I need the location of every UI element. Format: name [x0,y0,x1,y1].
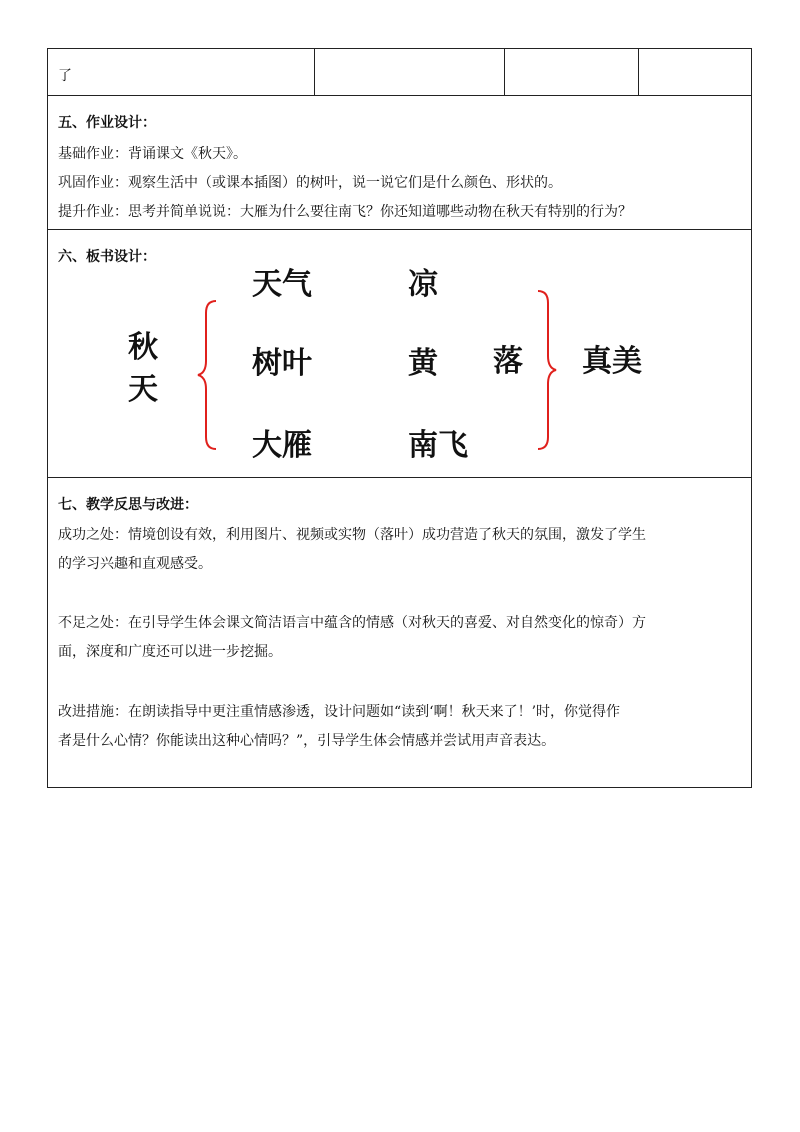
board-row-extra: 落 [493,344,523,379]
board-row-right: 黄 [408,346,438,381]
row-divider [48,229,751,230]
reflection-heading: 七、教学反思与改进： [58,497,198,513]
row-divider [48,95,751,96]
board-heading: 六、板书设计： [58,249,156,265]
homework-line: 基础作业：背诵课文《秋天》。 [58,146,247,162]
right-brace [536,289,560,451]
left-brace [196,299,220,451]
board-row-left: 大雁 [252,428,312,463]
homework-line: 提升作业：思考并简单说说：大雁为什么要往南飞？你还知道哪些动物在秋天有特别的行为？ [58,204,632,220]
homework-heading: 五、作业设计： [58,115,156,131]
cell-divider [504,49,505,95]
reflection-success-line: 的学习兴趣和直观感受。 [58,556,212,572]
row-divider [48,477,751,478]
top-row-text: 了 [58,68,72,84]
reflection-shortcoming-line: 不足之处：在引导学生体会课文简洁语言中蕴含的情感（对秋天的喜爱、对自然变化的惊奇）方 [58,615,646,631]
board-conclusion: 真美 [582,344,642,379]
board-row-left: 树叶 [252,346,312,381]
document-table [47,48,752,788]
board-row-right: 凉 [408,267,438,302]
board-row-left: 天气 [252,267,312,302]
cell-divider [314,49,315,95]
board-row-right: 南飞 [408,428,468,463]
reflection-shortcoming-line: 面，深度和广度还可以进一步挖掘。 [58,644,282,660]
reflection-improvement-line: 改进措施：在朗读指导中更注重情感渗透，设计问题如“读到‘啊！秋天来了！’时，你觉得作 [58,704,621,720]
board-title-char: 天 [128,372,158,407]
board-title-char: 秋 [128,330,158,365]
homework-line: 巩固作业：观察生活中（或课本插图）的树叶，说一说它们是什么颜色、形状的。 [58,175,562,191]
cell-divider [638,49,639,95]
reflection-success-line: 成功之处：情境创设有效，利用图片、视频或实物（落叶）成功营造了秋天的氛围，激发了学生 [58,527,646,543]
reflection-improvement-line: 者是什么心情？你能读出这种心情吗？”，引导学生体会情感并尝试用声音表达。 [58,733,556,749]
